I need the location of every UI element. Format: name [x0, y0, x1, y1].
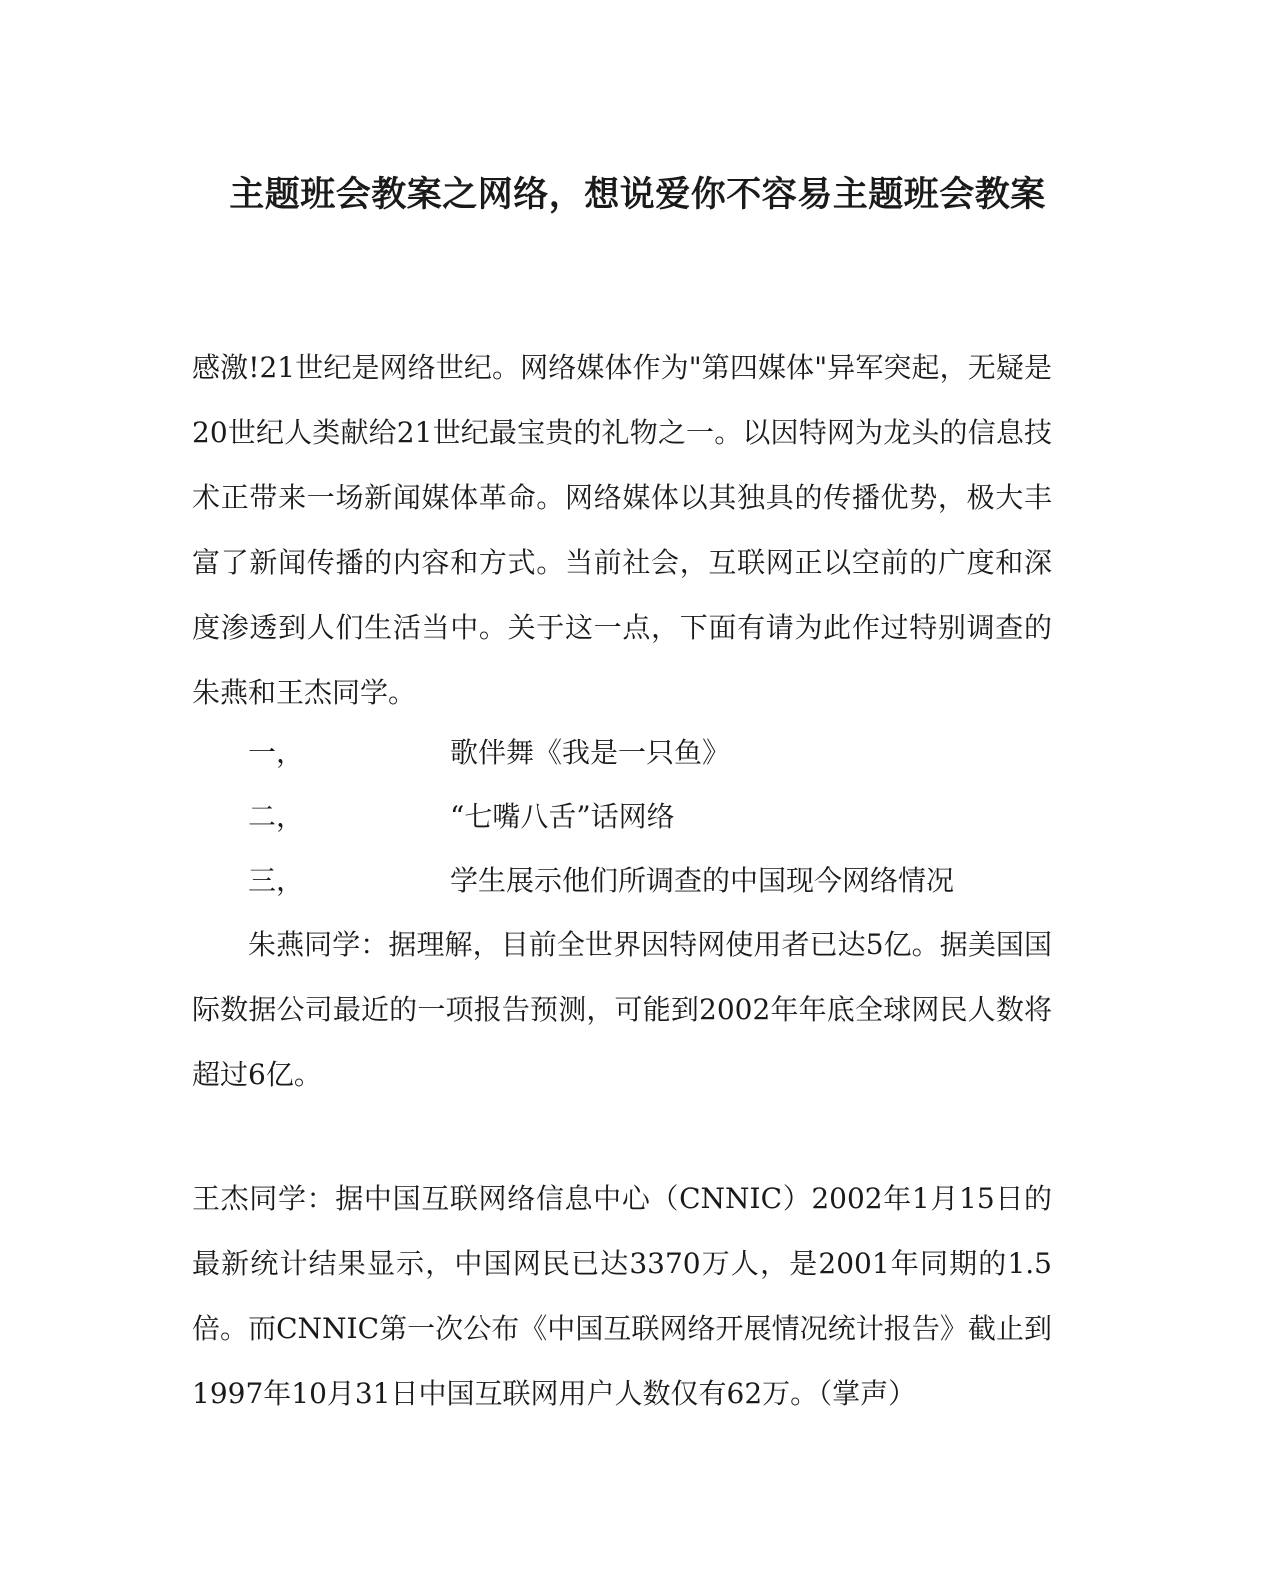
list-item-number: 二，	[248, 800, 305, 833]
list-item-text: 歌伴舞《我是一只鱼》	[450, 736, 731, 769]
list-item-number: 一，	[248, 736, 305, 769]
list-item-text: “七嘴八舌”话网络	[450, 800, 675, 833]
list-item-text: 学生展示他们所调查的中国现今网络情况	[450, 864, 955, 897]
list-item-number: 三，	[248, 864, 305, 897]
zhu-yan-paragraph: 朱燕同学：据理解，目前全世界因特网使用者已达5亿。据美国国际数据公司最近的一项报告预测，可能到2002年年底全球网民人数将超过6亿。	[192, 928, 1052, 1091]
intro-paragraph: 感激!21世纪是网络世纪。网络媒体作为"第四媒体"异军突起，无疑是20世纪人类献给21世纪最宝贵的礼物之一。以因特网为龙头的信息技术正带来一场新闻媒体革命。网络媒体以其独具的传播优势，极大丰富了新闻传播的内容和方式。当前社会，互联网正以空前的广度和深度渗透到人们生活当中。关于这一点，下面有请为此作过特别调查的朱燕和王杰同学。	[192, 351, 1052, 709]
document-title: 主题班会教案之网络，想说爱你不容易主题班会教案	[229, 174, 1046, 215]
wang-jie-paragraph: 王杰同学：据中国互联网络信息中心（CNNIC）2002年1月15日的最新统计结果显示，中国网民已达3370万人，是2001年同期的1.5倍。而CNNIC第一次公布《中国互联网络开展情况统计报告》截止到1997年10月31日中国互联网用户人数仅有62万。（掌声）	[192, 1182, 1052, 1410]
